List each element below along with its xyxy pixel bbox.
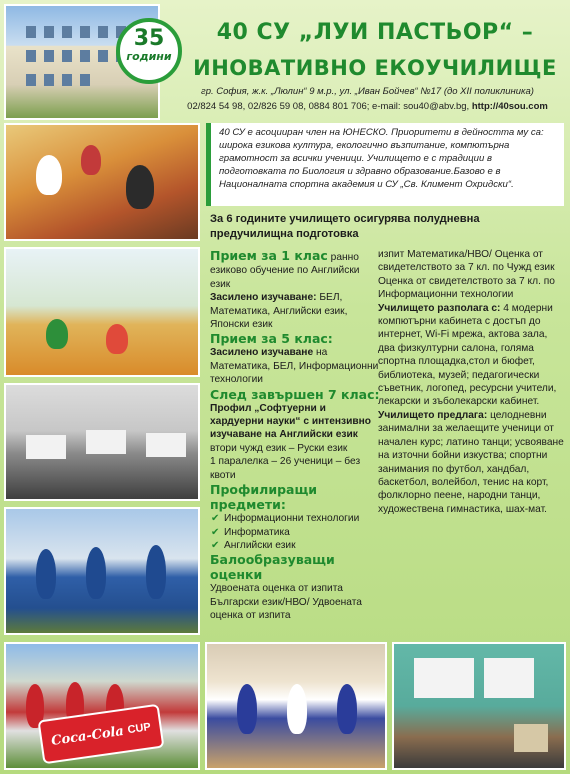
school-address: гр. София, ж.к. „Люлин“ 9 м.р., ул. „Иван Бойчев“ №17 (до XII поликлиника)	[201, 86, 534, 97]
subject-item: ✔ Английски език	[210, 539, 380, 552]
computer-lab-photo	[4, 383, 200, 501]
after-grade7-heading: След завършен 7 клас:	[210, 386, 380, 402]
second-language: втори чужд език – Руски език	[210, 442, 348, 454]
grade5-study-label: Засилено изучаване	[210, 347, 314, 359]
grading-text: Удвоената оценка от изпита Български език/НВО/ Удвоената оценка от изпита	[210, 583, 362, 622]
grading-continued-text: изпит Математика/НВО/ Оценка от свидетелството за 7 кл. по Чужд език Оценка от свидетелството за 7 кл. по Информационни технологии	[378, 249, 555, 301]
badge-number: 35	[133, 26, 165, 51]
intensive-study-label: Засилено изучаване:	[210, 292, 317, 304]
class-size: 1 паралелка – 26 ученици – без квоти	[210, 456, 361, 481]
brand-logo: Coca-Cola	[50, 723, 125, 749]
kindergarten-room-photo	[4, 247, 200, 377]
left-text-column	[210, 248, 380, 623]
contact-line	[170, 101, 565, 112]
facilities-label: Училището разполага с:	[378, 302, 501, 314]
grade5-study-text: на Математика, БЕЛ, Информационни технологии	[210, 347, 379, 386]
volleyball-team-photo	[205, 642, 387, 770]
profile-name: Профил „Софтуерни и хардуерни науки“ с интензивно изучаване на Английски език	[210, 402, 372, 441]
website-link[interactable]: http://40sou.com	[471, 101, 548, 112]
subject-item: ✔ Информационни технологии	[210, 512, 380, 525]
right-text-column	[378, 248, 566, 516]
admission-grade5-heading: Прием за 5 клас:	[210, 331, 333, 347]
intensive-study-text: БЕЛ, Математика, Английски език, Японски език	[210, 292, 348, 331]
profile-subjects-heading: Профилиращи предмети:	[210, 482, 318, 513]
facilities-text: 4 модерни компютърни кабинета с достъп до интернет, Wi-Fi мрежа, актова зала, два физкултурни салона, голяма спортна площадка,стол и бюфет, библиотека, музей; педагогически съветник, логопед, ресурсни учители, лекарски и зъболекарски кабинет.	[378, 302, 557, 408]
students-uniforms-photo	[4, 507, 200, 635]
subject-item: ✔ Информатика	[210, 526, 380, 539]
page-title-line1: 40 СУ „ЛУИ ПАСТЬОР“ –	[216, 20, 534, 45]
preschool-intro: За 6 годините училището осигурява полудневна предучилищна подготовка	[210, 213, 480, 240]
offerings-label: Училището предлага:	[378, 409, 488, 421]
cup-label: CUP	[126, 721, 152, 737]
grading-heading: Балообразуващи оценки	[210, 552, 335, 583]
school-description-box: 40 СУ е асоцииран член на ЮНЕСКО. Приоритети в дейността му са: широка езикова култура, екологично възпитание, компютърна грамотност за всички ученици. Училището е с традиции в подготовката по Биология и здравно образование.Базово е в Националната спортна академия и СУ „Св. Климент Охридски“.	[206, 123, 564, 206]
offerings-text: целодневни занимални за желаещите ученици от начален курс; латино танци; усвояване на източни бойни изкуства; спортни занимания по футбол, хандбал, баскетбол, волейбол, тенис на корт, фолклорно пеене, народни танци, художествена гимнастика, шах-мат.	[378, 409, 564, 515]
page-title-line2: ИНОВАТИВНО ЕКОУЧИЛИЩЕ	[193, 56, 557, 80]
classroom-children-photo	[4, 123, 200, 241]
admission-grade1-heading: Прием за 1 клас	[210, 248, 328, 263]
badge-label: години	[126, 50, 172, 63]
anniversary-badge	[116, 18, 182, 84]
phones-email: 02/824 54 98, 02/826 59 08, 0884 801 706; e-mail: sou40@abv.bg,	[187, 101, 470, 112]
admission-grade1-text: ранно езиково обучение по Английски език	[210, 252, 360, 290]
school-museum-photo	[392, 642, 566, 770]
